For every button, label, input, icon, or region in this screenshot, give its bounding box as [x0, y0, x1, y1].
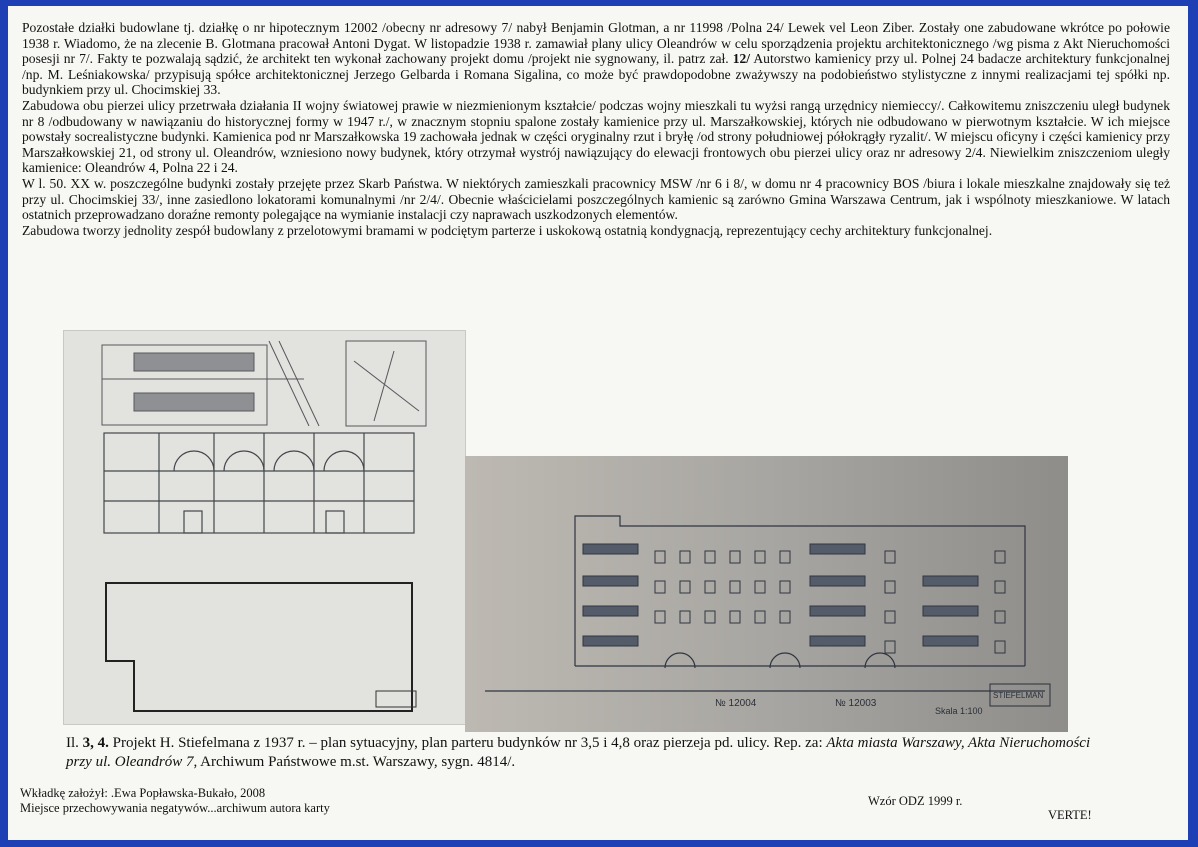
footer-storage-line: Miejsce przechowywania negatywów...archiwum autora karty: [20, 801, 330, 815]
verte-label: VERTE!: [1048, 808, 1092, 822]
body-text: [22, 20, 1170, 238]
footer-author-line: Wkładkę założył: .Ewa Popławska-Bukało, 2008: [20, 786, 266, 800]
document-sheet: [8, 6, 1188, 840]
paragraph-2: Zabudowa obu pierzei ulicy przetrwała działania II wojny światowej prawie w niezmienionym kształcie/ podczas wojny mieszkali tu wyżsi rangą urzędnicy niemieccy/. Całkowitemu zniszczeniu uległ budynek nr 8 /odbudowany w nawiązaniu do historycznej formy w 1947 r./, w znacznym stopniu spalone zostały kamienice przy ul. Marszałkowskiej, których nie odbudowano w pierwotnym kształcie. W ich miejsce powstały socrealistyczne budynki. Kamienica pod nr Marszałkowska 19 zachowała jednak w części oryginalny rzut i bryłę /od strony południowej półokrągły ryzalit/. W miejscu oficyny i części kamienicy przy Marszałkowskiej 21, od strony ul. Oleandrów, wzniesiono nowy budynek, który otrzymał wystrój nawiązujący do elewacji frontowych obu pierzei ulicy oraz nr adresowy 2/4. Niewielkim zniszczeniom uległy kamienice: Oleandrów 4, Polna 22 i 24.: [22, 97, 1170, 176]
paragraph-1: Pozostałe działki budowlane tj. działkę o nr hipotecznym 12002 /obecny nr adresowy 7/ nabył Benjamin Glotman, a nr 11998 /Polna 24/ Lewek vel Leon Ziber. Zostały one zabudowane wkrótce po połowie 1938 r. Wiadomo, że na zlecenie B. Glotmana pracował Antoni Dygat. W listopadzie 1938 r. zamawiał plany ulicy Oleandrów w celu sporządzenia projektu architektonicznego /wg pisma z Akt Nieruchomości posesji nr 7/. Fakty te pozwalają sądzić, że architekt ten wykonał zachowany projekt domu /projekt nie sygnowany, il. patrz zał. 12/ Autorstwo kamienicy przy ul. Polnej 24 badacze architektury funkcjonalnej /np. M. Leśniakowska/ przypisują spółce architektonicznej Jerzego Gelbarda i Romana Sigalina, co może być prawdopodobne zważywszy na podobieństwo stylistyczne z innymi realizacjami tej spółki np. budynkiem przy ul. Chocimskiej 33.: [22, 20, 1171, 98]
paragraph-3: W l. 50. XX w. poszczególne budynki zostały przejęte przez Skarb Państwa. W niektórych zamieszkali pracownicy MSW /nr 6 i 8/, w domu nr 4 pracownicy BOS /biura i lokale mieszkalne znajdowały się też przy ul. Chocimskiej 33/, inne zasiedlono lokatorami komunalnymi /nr 2/4/. Obecnie właścicielami poszczególnych kamienic są zarówno Gmina Warszawa Centrum, jak i wspólnoty mieszkaniowe. W latach ostatnich przeprowadzano doraźne remonty polegające na wymianie instalacji czy naprawach uszkodzonych elementów.: [22, 175, 1170, 223]
street-elevation-image: [465, 456, 1068, 732]
paragraph-4: Zabudowa tworzy jednolity zespół budowlany z przelotowymi bramami w podciętym parterze i uskokową ostatnią kondygnacją, reprezentujący cechy architektury funkcjonalnej.: [22, 222, 993, 238]
dimension-label-left: № 12004: [715, 698, 757, 709]
site-and-floor-plan-image: [63, 330, 466, 725]
form-version-label: Wzór ODZ 1999 r.: [868, 794, 963, 808]
figure-caption: Il. 3, 4. Projekt H. Stiefelmana z 1937 r. – plan sytuacyjny, plan parteru budynków nr 3,5 i 4,8 oraz pierzeja pd. ulicy. Rep. za: Akta miasta Warszawy, Akta Nieruchomości przy ul. Oleandrów 7, Archiwum Państwowe m.st. Warszawy, sygn. 4814/.: [66, 735, 1091, 770]
architect-stamp: STIEFELMAN: [993, 691, 1044, 700]
dimension-label-right: № 12003: [835, 698, 877, 709]
scale-label: Skala 1:100: [935, 706, 983, 716]
footer-author-block: [20, 786, 330, 816]
